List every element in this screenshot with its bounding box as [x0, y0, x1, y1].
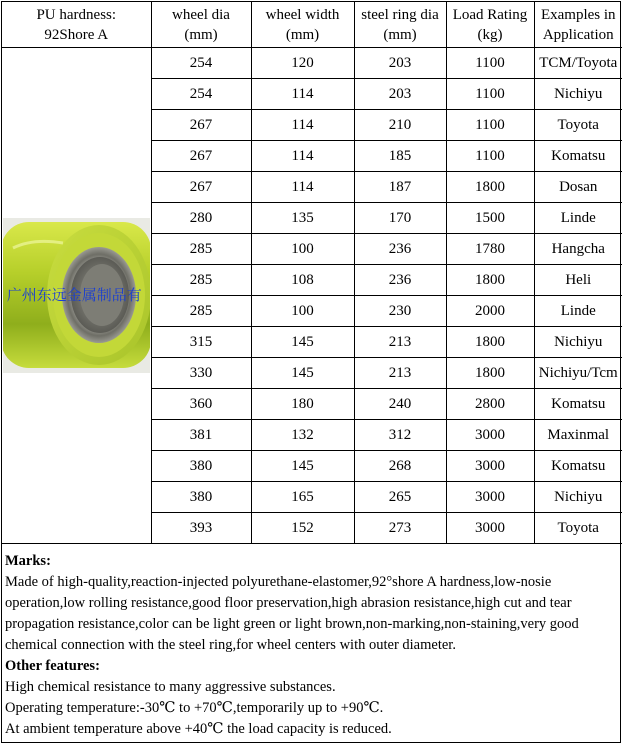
cell-application: Komatsu — [534, 389, 622, 420]
cell-wheel-dia: 267 — [151, 141, 251, 172]
cell-application: TCM/Toyota — [534, 48, 622, 79]
cell-application: Toyota — [534, 513, 622, 544]
other-feature-line: Operating temperature:-30℃ to +70℃,temporarily up to +90℃. — [5, 700, 384, 716]
cell-wheel-width: 100 — [251, 296, 354, 327]
cell-load-rating: 1100 — [446, 110, 534, 141]
cell-wheel-width: 135 — [251, 203, 354, 234]
cell-application: Maxinmal — [534, 420, 622, 451]
cell-wheel-width: 100 — [251, 234, 354, 265]
cell-application: Dosan — [534, 172, 622, 203]
cell-application: Komatsu — [534, 141, 622, 172]
notes-section — [5, 551, 617, 740]
cell-wheel-width: 145 — [251, 451, 354, 482]
cell-wheel-width: 132 — [251, 420, 354, 451]
cell-steel-ring-dia: 230 — [354, 296, 446, 327]
cell-steel-ring-dia: 213 — [354, 327, 446, 358]
cell-wheel-width: 114 — [251, 172, 354, 203]
cell-application: Nichiyu — [534, 482, 622, 513]
cell-wheel-dia: 285 — [151, 234, 251, 265]
header-wheel-dia: wheel dia (mm) — [151, 2, 251, 48]
cell-load-rating: 1500 — [446, 203, 534, 234]
other-features-heading: Other features: — [5, 658, 100, 674]
cell-load-rating: 1100 — [446, 141, 534, 172]
cell-application: Nichiyu — [534, 327, 622, 358]
cell-load-rating: 1780 — [446, 234, 534, 265]
other-feature-line: High chemical resistance to many aggressive substances. — [5, 679, 336, 695]
cell-wheel-dia: 315 — [151, 327, 251, 358]
cell-application: Toyota — [534, 110, 622, 141]
cell-steel-ring-dia: 273 — [354, 513, 446, 544]
cell-load-rating: 2800 — [446, 389, 534, 420]
cell-steel-ring-dia: 203 — [354, 48, 446, 79]
cell-wheel-dia: 360 — [151, 389, 251, 420]
cell-load-rating: 1100 — [446, 48, 534, 79]
cell-steel-ring-dia: 210 — [354, 110, 446, 141]
cell-wheel-width: 120 — [251, 48, 354, 79]
other-feature-line: At ambient temperature above +40℃ the load capacity is reduced. — [5, 721, 392, 737]
wheel-image-cell — [2, 48, 151, 544]
cell-wheel-dia: 285 — [151, 296, 251, 327]
cell-steel-ring-dia: 203 — [354, 79, 446, 110]
cell-application: Linde — [534, 296, 622, 327]
cell-steel-ring-dia: 170 — [354, 203, 446, 234]
watermark-text: 广州东远金属制品有 — [6, 286, 142, 304]
cell-application: Heli — [534, 265, 622, 296]
cell-steel-ring-dia: 185 — [354, 141, 446, 172]
header-wheel-width: wheel width (mm) — [251, 2, 354, 48]
cell-steel-ring-dia: 236 — [354, 265, 446, 296]
cell-application: Hangcha — [534, 234, 622, 265]
cell-wheel-dia: 285 — [151, 265, 251, 296]
cell-wheel-dia: 330 — [151, 358, 251, 389]
cell-wheel-width: 108 — [251, 265, 354, 296]
cell-wheel-width: 114 — [251, 79, 354, 110]
cell-load-rating: 3000 — [446, 420, 534, 451]
cell-wheel-dia: 380 — [151, 482, 251, 513]
cell-wheel-dia: 280 — [151, 203, 251, 234]
pu-wheel-photo — [3, 218, 150, 373]
cell-application: Komatsu — [534, 451, 622, 482]
header-load-rating: Load Rating (kg) — [446, 2, 534, 48]
cell-wheel-dia: 380 — [151, 451, 251, 482]
cell-steel-ring-dia: 213 — [354, 358, 446, 389]
cell-steel-ring-dia: 187 — [354, 172, 446, 203]
cell-application: Linde — [534, 203, 622, 234]
table-row — [2, 48, 622, 79]
cell-steel-ring-dia: 240 — [354, 389, 446, 420]
cell-application: Nichiyu/Tcm — [534, 358, 622, 389]
cell-steel-ring-dia: 268 — [354, 451, 446, 482]
cell-wheel-dia: 393 — [151, 513, 251, 544]
cell-load-rating: 1800 — [446, 327, 534, 358]
marks-text: Made of high-quality,reaction-injected polyurethane-elastomer,92°shore A hardness,low-nosie operation,low rolling resistance,good floor preservation,high abrasion resistance,high cut and tear propagation resistance,color can be light green or light brown,non-marking,non-staining,very good chemical connection with the steel ring,for wheel centers with outer diameter. — [5, 574, 579, 653]
cell-load-rating: 1100 — [446, 79, 534, 110]
spec-sheet — [1, 1, 621, 743]
header-row — [2, 2, 622, 48]
cell-load-rating: 1800 — [446, 358, 534, 389]
cell-wheel-width: 145 — [251, 327, 354, 358]
cell-load-rating: 3000 — [446, 513, 534, 544]
cell-load-rating: 2000 — [446, 296, 534, 327]
cell-wheel-width: 114 — [251, 110, 354, 141]
cell-wheel-width: 114 — [251, 141, 354, 172]
cell-wheel-dia: 254 — [151, 48, 251, 79]
cell-load-rating: 1800 — [446, 172, 534, 203]
cell-load-rating: 3000 — [446, 482, 534, 513]
cell-load-rating: 1800 — [446, 265, 534, 296]
cell-steel-ring-dia: 236 — [354, 234, 446, 265]
cell-wheel-width: 165 — [251, 482, 354, 513]
marks-heading: Marks: — [5, 553, 51, 569]
cell-wheel-dia: 254 — [151, 79, 251, 110]
cell-wheel-dia: 381 — [151, 420, 251, 451]
cell-steel-ring-dia: 265 — [354, 482, 446, 513]
cell-load-rating: 3000 — [446, 451, 534, 482]
cell-steel-ring-dia: 312 — [354, 420, 446, 451]
cell-application: Nichiyu — [534, 79, 622, 110]
cell-wheel-dia: 267 — [151, 172, 251, 203]
header-application: Examples in Application — [534, 2, 622, 48]
spec-table — [2, 2, 622, 544]
cell-wheel-width: 145 — [251, 358, 354, 389]
header-steel-ring-dia: steel ring dia (mm) — [354, 2, 446, 48]
cell-wheel-dia: 267 — [151, 110, 251, 141]
cell-wheel-width: 180 — [251, 389, 354, 420]
header-pu-hardness: PU hardness: 92Shore A — [2, 2, 151, 48]
cell-wheel-width: 152 — [251, 513, 354, 544]
